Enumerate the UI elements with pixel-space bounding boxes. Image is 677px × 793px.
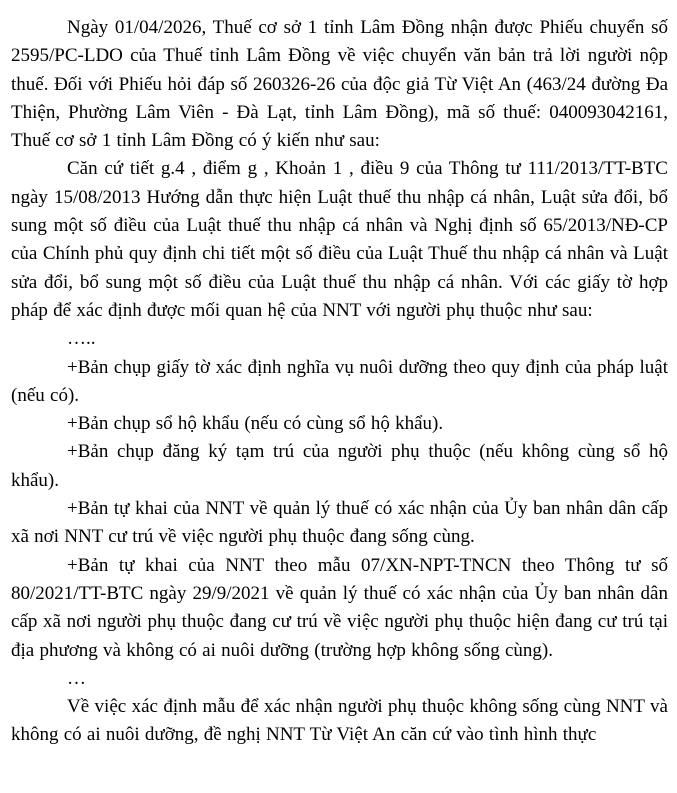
paragraph: +Bản tự khai của NNT theo mẫu 07/XN-NPT-TNCN theo Thông tư số 80/2021/TT-BTC ngày 29/9/2021 về quản lý thuế có xác nhận của Ủy ban nhân dân cấp xã nơi người phụ thuộc đang cư trú về việc người phụ thuộc hiện đang cư trú tại địa phương và không có ai nuôi dưỡng (trường hợp không sống cùng). <box>11 554 668 661</box>
paragraph: +Bản chụp đăng ký tạm trú của người phụ thuộc (nếu không cùng sổ hộ khẩu). <box>11 441 668 491</box>
document-body <box>11 14 668 750</box>
paragraph: +Bản chụp giấy tờ xác định nghĩa vụ nuôi dưỡng theo quy định của pháp luật (nếu có). <box>11 356 668 406</box>
paragraph: +Bản chụp sổ hộ khẩu (nếu có cùng sổ hộ khẩu). <box>67 413 444 435</box>
paragraph: Căn cứ tiết g.4 , điểm g , Khoản 1 , điều 9 của Thông tư 111/2013/TT-BTC ngày 15/08/2013 Hướng dẫn thực hiện Luật thuế thu nhập cá nhân, Luật sửa đổi, bổ sung một số điều của Luật thuế thu nhập cá nhân và Nghị định số 65/2013/NĐ-CP của Chính phủ quy định chi tiết một số điều của Luật Thuế thu nhập cá nhân và Luật sửa đổi, bổ sung một số điều của Luật thuế thu nhập cá nhân. Với các giấy tờ hợp pháp để xác định được mối quan hệ của NNT với người phụ thuộc như sau: <box>11 158 668 321</box>
paragraph: +Bản tự khai của NNT về quản lý thuế có xác nhận của Ủy ban nhân dân cấp xã nơi NNT cư trú về việc người phụ thuộc đang sống cùng. <box>11 498 668 548</box>
paragraph: ….. <box>67 328 96 350</box>
paragraph: Ngày 01/04/2026, Thuế cơ sở 1 tỉnh Lâm Đồng nhận được Phiếu chuyển số 2595/PC-LDO của Thuế tỉnh Lâm Đồng về việc chuyển văn bản trả lời người nộp thuế. Đối với Phiếu hỏi đáp số 260326-26 của độc giả Từ Việt An (463/24 đường Đa Thiện, Phường Lâm Viên - Đà Lạt, tỉnh Lâm Đồng), mã số thuế: 040093042161, Thuế cơ sở 1 tỉnh Lâm Đồng có ý kiến như sau: <box>11 17 668 152</box>
paragraph: Về việc xác định mẫu để xác nhận người phụ thuộc không sống cùng NNT và không có ai nuôi dưỡng, đề nghị NNT Từ Việt An căn cứ vào tình hình thực <box>11 696 668 746</box>
paragraph: … <box>67 667 86 689</box>
